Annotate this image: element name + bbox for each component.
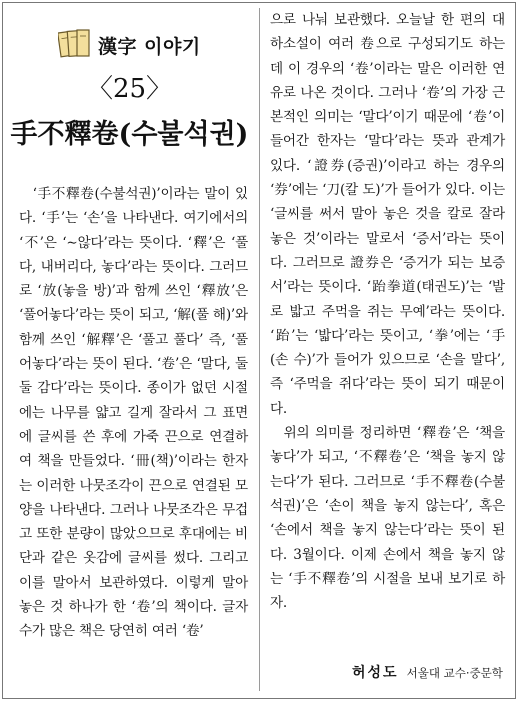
books-icon (58, 26, 92, 60)
episode-number: 〈25〉 (86, 74, 173, 104)
article-body-left-column (19, 182, 248, 644)
body-paragraph: 위의 의미를 정리하면 ‘釋卷’은 ‘책을 놓다’가 되고, ‘不釋卷’은 ‘책을 놓지 않는다’가 된다. 그러므로 ‘手不釋卷(수불석권)’은 ‘손이 책을 놓지 않는다’, 혹은 ‘손에서 책을 놓지 않는다’라는 뜻이 된다. 3월이다. 이제 손에서 책을 놓지 않는 ‘手不釋卷’의 시절을 보내 보기로 하자. (270, 425, 505, 612)
book-shape (77, 30, 89, 56)
series-title: 漢字 이야기 (98, 36, 201, 58)
author-byline (352, 662, 503, 682)
article-body-right-column (270, 8, 505, 615)
article-header (18, 26, 258, 62)
author-affiliation: 서울대 교수·중문학 (406, 666, 503, 680)
column-divider (259, 8, 260, 691)
author-name: 허성도 (352, 665, 399, 681)
body-paragraph: 으로 나눠 보관했다. 오늘날 한 편의 대하소설이 여러 卷으로 구성되기도 하는데 이 경우의 ‘卷’이라는 말은 이러한 연유로 나온 것이다. 그러나 ‘卷’의 가장 근본적인 의미는 ‘말다’이기 때문에 ‘卷’이 들어간 한자는 ‘말다’라는 뜻과 관계가 있다. ‘證券(증권)’이라고 하는 경우의 ‘券’에는 ‘刀(칼 도)’가 들어가 있다. 이는 ‘글씨를 써서 말아 놓은 것을 칼로 잘라 놓은 것’이라는 말로서 ‘증서’라는 뜻이다. 그러므로 證券은 ‘증거가 되는 보증서’라는 뜻이다. ‘跆拳道(태권도)’는 ‘발로 밟고 주먹을 쥐는 무예’라는 뜻이다. ‘跆’는 ‘밟다’라는 뜻이고, ‘拳’에는 ‘手(손 수)’가 들어가 있으므로 ‘손을 말다’, 즉 ‘주먹을 쥐다’라는 뜻이 되기 때문이다. (270, 12, 505, 417)
body-paragraph: ‘手不釋卷(수불석권)’이라는 말이 있다. ‘手’는 ‘손’을 나타낸다. 여기에서의 ‘不’은 ‘∼않다’라는 뜻이다. ‘釋’은 ‘풀다, 내버리다, 놓다’라는 뜻이다. 그러므로 ‘放(놓을 방)’과 함께 쓰인 ‘釋放’은 ‘풀어놓다’라는 뜻이 되고, ‘解(풀 해)’와 함께 쓰인 ‘解釋’은 ‘풀고 풀다’ 즉, ‘풀어놓다’라는 뜻이 된다. ‘卷’은 ‘말다, 둘둘 감다’라는 뜻이다. 종이가 없던 시절에는 나무를 얇고 길게 잘라서 그 표면에 글씨를 쓴 후에 가죽 끈으로 연결하여 책을 만들었다. ‘冊(책)’이라는 한자는 이러한 나뭇조각이 끈으로 연결된 모양을 나타낸다. 그러나 나뭇조각은 무겁고 또한 분량이 많았으므로 후대에는 비단과 같은 옷감에 글씨를 썼다. 그리고 이를 말아서 보관하였다. 이렇게 말아 놓은 것 하나가 한 ‘卷’의 책이다. 글자 수가 많은 책은 당연히 여러 ‘卷’ (19, 186, 248, 640)
article-headline: 手不釋卷(수불석권) (10, 119, 249, 150)
